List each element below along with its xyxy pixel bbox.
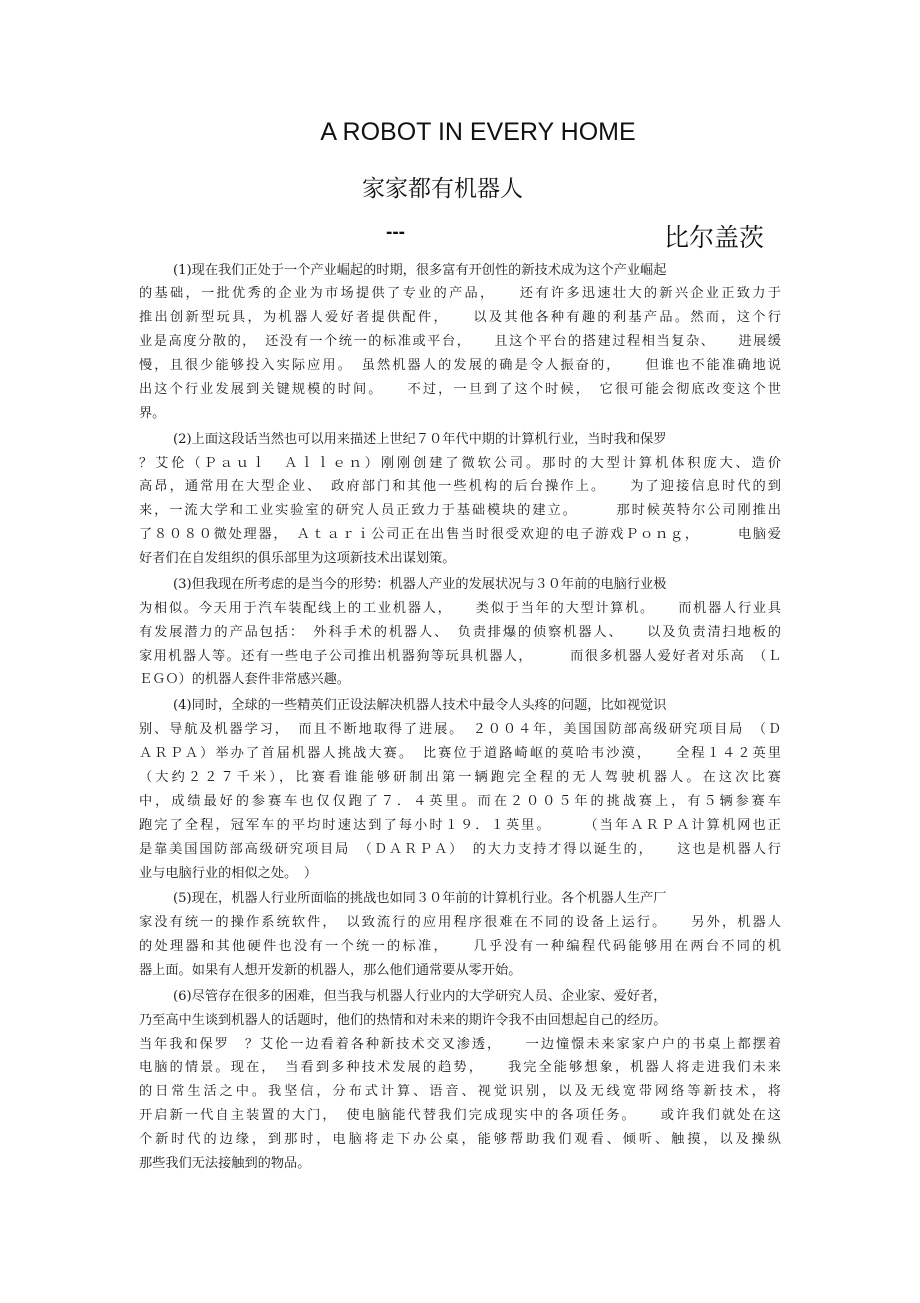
text-line: 界。 — [139, 406, 166, 421]
text-line: 开启新一代自主装置的大门， 使电脑能代替我们完成现实中的各项任务。 或许我们就处在这 — [139, 1108, 781, 1123]
text-line: 家用机器人等。还有一些电子公司推出机器狗等玩具机器人， 而很多机器人爱好者对乐高 （Ｌ — [139, 649, 781, 664]
text-line: 中，成绩最好的参赛车也仅仅跑了７．４英里。而在２００５年的挑战赛上，有５辆参赛车 — [139, 794, 781, 809]
text-line: 家没有统一的操作系统软件， 以致流行的应用程序很难在不同的设备上运行。 另外，机器人 — [139, 915, 781, 930]
text-line: (1)现在我们正处于一个产业崛起的时期，很多富有开创性的新技术成为这个产业崛起 — [173, 263, 667, 278]
text-line: 别、导航及机器学习， 而且不断地取得了进展。 ２００４年，美国国防部高级研究项目局 （Ｄ — [139, 722, 781, 737]
text-line: (2)上面这段话当然也可以用来描述上世纪７０年代中期的计算机行业，当时我和保罗 — [173, 432, 667, 447]
text-line: 电脑的情景。现在， 当看到多种技术发展的趋势， 我完全能够想象，机器人将走进我们未来 — [139, 1060, 781, 1075]
text-line: 业是高度分散的， 还没有一个统一的标准或平台， 且这个平台的搭建过程相当复杂、 进展缓 — [139, 334, 781, 349]
text-line: (6)尽管存在很多的困难，但当我与机器人行业内的大学研究人员、企业家、爱好者， — [173, 989, 667, 1004]
text-line: 器上面。如果有人想开发新的机器人，那么他们通常要从零开始。 — [139, 963, 522, 978]
text-line: 出这个行业发展到关键规模的时间。 不过，一旦到了这个时候， 它很可能会彻底改变这个世 — [139, 382, 781, 397]
text-line: 高昂，通常用在大型企业、 政府部门和其他一些机构的后台操作上。 为了迎接信息时代的到 — [139, 479, 781, 494]
text-line: (3)但我现在所考虑的是当今的形势：机器人产业的发展状况与３０年前的电脑行业极 — [173, 577, 667, 592]
text-line: ？艾伦（Ｐａｕｌ Ａｌｌｅｎ）刚刚创建了微软公司。那时的大型计算机体积庞大、造价 — [139, 456, 781, 471]
text-line: 了８０８０微处理器， Ａｔａｒｉ公司正在出售当时很受欢迎的电子游戏Ｐｏｎｇ， 电脑爱 — [139, 527, 781, 542]
text-line: 来，一流大学和工业实验室的研究人员正致力于基础模块的建立。 那时候英特尔公司刚推出 — [139, 503, 781, 518]
text-line: 好者们在自发组织的俱乐部里为这项新技术出谋划策。 — [139, 551, 456, 566]
text-line: 业与电脑行业的相似之处。 ） — [139, 866, 318, 881]
text-line: 是靠美国国防部高级研究项目局 （ＤＡＲＰＡ） 的大力支持才得以诞生的， 这也是机器人行 — [139, 842, 781, 857]
text-line: 为相似。今天用于汽车装配线上的工业机器人， 类似于当年的大型计算机。 而机器人行业具 — [139, 601, 781, 616]
text-line: 乃至高中生谈到机器人的话题时，他们的热情和对未来的期许令我不由回想起自己的经历。 — [139, 1013, 667, 1028]
text-line: ＡＲＰＡ）举办了首届机器人挑战大赛。 比赛位于道路崎岖的莫哈韦沙漠， 全程１４２英里 — [139, 746, 781, 761]
text-line: ＥＧＯ）的机器人套件非常感兴趣。 — [139, 672, 350, 687]
text-line: 慢，且很少能够投入实际应用。 虽然机器人的发展的确是令人振奋的， 但谁也不能准确地说 — [139, 358, 781, 373]
text-line: 的处理器和其他硬件也没有一个统一的标准， 几乎没有一种编程代码能够用在两台不同的机 — [139, 939, 781, 954]
english-title: A ROBOT IN EVERY HOME — [320, 118, 636, 146]
text-line: (4)同时，全球的一些精英们正设法解决机器人技术中最令人头疼的问题，比如视觉识 — [173, 698, 667, 713]
author-name: 比尔盖茨 — [664, 223, 765, 252]
text-line: 推出创新型玩具，为机器人爱好者提供配件， 以及其他各种有趣的利基产品。然而，这个行 — [139, 310, 781, 325]
text-line: （大约２２７千米），比赛看谁能够研制出第一辆跑完全程的无人驾驶机器人。在这次比赛 — [139, 770, 781, 785]
text-line: 的基础，一批优秀的企业为市场提供了专业的产品， 还有许多迅速壮大的新兴企业正致力于 — [139, 286, 781, 301]
text-line: 的日常生活之中。我坚信，分布式计算、语音、视觉识别，以及无线宽带网络等新技术，将 — [139, 1084, 781, 1099]
chinese-title: 家家都有机器人 — [362, 176, 523, 202]
text-line: 当年我和保罗 ？艾伦一边看着各种新技术交叉渗透， 一边憧憬未来家家户户的书桌上都摆着 — [139, 1037, 781, 1052]
text-line: 个新时代的边缘，到那时，电脑将走下办公桌，能够帮助我们观看、倾听、触摸，以及操纵 — [139, 1132, 781, 1147]
text-line: 那些我们无法接触到的物品。 — [139, 1156, 311, 1171]
text-line: 有发展潜力的产品包括： 外科手术的机器人、 负责排爆的侦察机器人、 以及负责清扫地板的 — [139, 625, 781, 640]
author-dash: --- — [386, 222, 405, 243]
text-line: (5)现在，机器人行业所面临的挑战也如同３０年前的计算机行业。各个机器人生产厂 — [173, 891, 667, 906]
text-line: 跑完了全程，冠军车的平均时速达到了每小时１９．１英里。 （当年ＡＲＰＡ计算机网也正 — [139, 818, 781, 833]
